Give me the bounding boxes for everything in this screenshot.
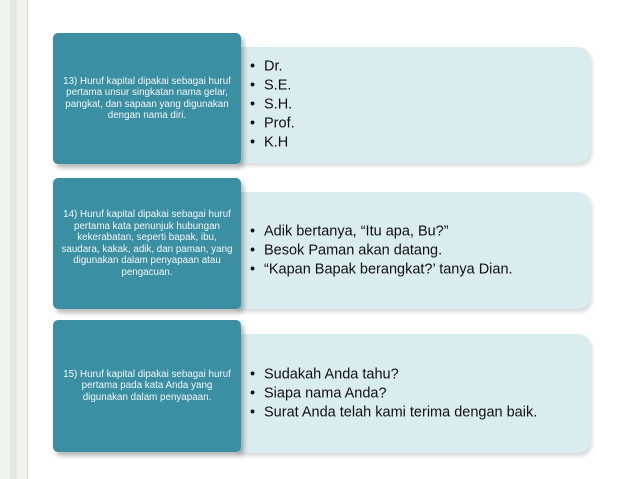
example-item: • K.H bbox=[250, 134, 289, 151]
example-item: • Dr. bbox=[250, 58, 283, 75]
examples-card-14 bbox=[232, 192, 590, 309]
topic-box-13 bbox=[53, 33, 241, 164]
topic-box-14 bbox=[53, 178, 241, 309]
example-item: • S.H. bbox=[250, 96, 293, 113]
example-item: • Siapa nama Anda? bbox=[250, 385, 387, 401]
topic-text-14: 14) Huruf kapital dipakai sebagai huruf pertama kata penunjuk hubungan kekerabatan, seperti bapak, ibu, saudara, kakak, adik, dan paman, yang digunakan dalam penyapaan atau pengacuan. bbox=[61, 209, 233, 278]
example-item: • Sudakah Anda tahu? bbox=[250, 366, 399, 382]
example-item: • “Kapan Bapak berangkat?’ tanya Dian. bbox=[250, 261, 513, 277]
topic-text-13: 13) Huruf kapital dipakai sebagai huruf pertama unsur singkatan nama gelar, pangkat, dan sapaan yang digunakan dengan nama diri. bbox=[63, 75, 231, 121]
example-item: • Besok Paman akan datang. bbox=[250, 242, 443, 258]
examples-list-15 bbox=[250, 365, 537, 422]
example-item: • S.E. bbox=[250, 77, 292, 94]
left-decorative-bar bbox=[0, 0, 28, 479]
examples-list-14 bbox=[250, 222, 513, 279]
example-item: • Adik bertanya, “Itu apa, Bu?” bbox=[250, 223, 449, 239]
topic-text-15: 15) Huruf kapital dipakai sebagai huruf pertama pada kata Anda yang digunakan dalam penyapaan. bbox=[63, 368, 231, 403]
examples-card-13 bbox=[232, 47, 590, 163]
examples-list-13 bbox=[250, 58, 295, 153]
topic-box-15 bbox=[53, 320, 241, 452]
example-item: • Surat Anda telah kami terima dengan baik. bbox=[250, 404, 538, 420]
example-item: • Prof. bbox=[250, 115, 295, 132]
examples-card-15 bbox=[232, 334, 590, 453]
left-bar-stripe bbox=[10, 0, 17, 479]
